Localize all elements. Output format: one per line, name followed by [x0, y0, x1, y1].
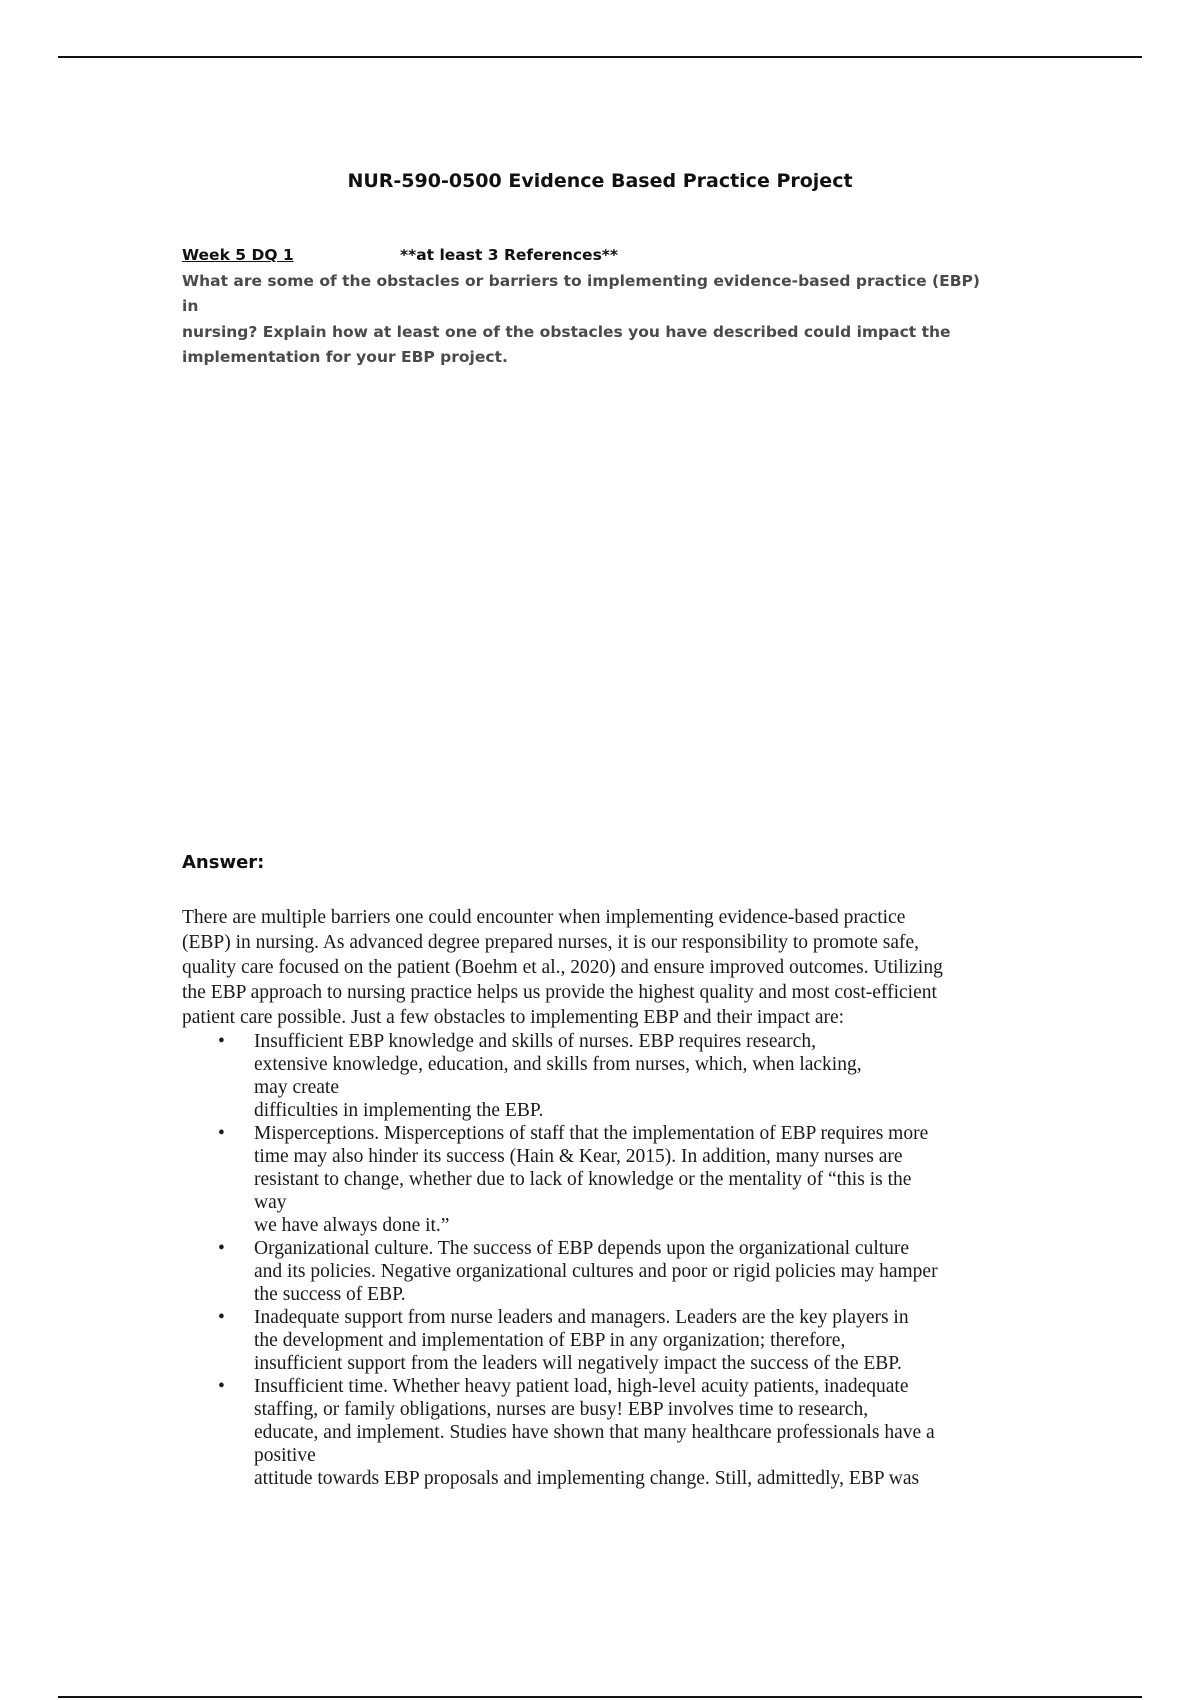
- list-item-line: educate, and implement. Studies have shown that many healthcare professionals have a: [254, 1422, 935, 1443]
- list-item-line: way: [254, 1192, 287, 1213]
- intro-line: the EBP approach to nursing practice helps us provide the highest quality and most cost-efficient: [182, 982, 937, 1003]
- list-item-line: may create: [254, 1077, 339, 1098]
- list-item-line: and its policies. Negative organizational cultures and poor or rigid policies may hamper: [254, 1261, 938, 1282]
- list-item-line: positive: [254, 1445, 316, 1466]
- answer-heading: Answer:: [182, 852, 265, 873]
- list-item-line: extensive knowledge, education, and skills from nurses, which, when lacking,: [254, 1054, 862, 1075]
- bottom-divider: [58, 1696, 1142, 1698]
- discussion-prompt: [182, 243, 982, 371]
- document-title: NUR-590-0500 Evidence Based Practice Project: [347, 170, 853, 192]
- list-item-line: Insufficient time. Whether heavy patient load, high-level acuity patients, inadequate: [254, 1376, 909, 1397]
- question-line: What are some of the obstacles or barriers to implementing evidence-based practice (EBP) in: [182, 271, 980, 315]
- list-item-line: difficulties in implementing the EBP.: [254, 1100, 544, 1121]
- intro-line: patient care possible. Just a few obstacles to implementing EBP and their impact are:: [182, 1007, 845, 1028]
- list-item: [182, 1122, 1057, 1237]
- list-item-line: we have always done it.”: [254, 1215, 450, 1236]
- list-item: [182, 1030, 1057, 1122]
- answer-body: [182, 905, 1057, 1490]
- intro-line: There are multiple barriers one could encounter when implementing evidence-based practice: [182, 907, 906, 928]
- references-note: **at least 3 References**: [400, 246, 619, 264]
- bullet-marker: •: [218, 1031, 225, 1052]
- obstacle-list: [182, 1030, 1057, 1490]
- list-item-line: time may also hinder its success (Hain & Kear, 2015). In addition, many nurses are: [254, 1146, 903, 1167]
- intro-line: quality care focused on the patient (Boehm et al., 2020) and ensure improved outcomes. Utilizing: [182, 957, 943, 978]
- bullet-marker: •: [218, 1238, 225, 1259]
- list-item-line: insufficient support from the leaders will negatively impact the success of the EBP.: [254, 1353, 902, 1374]
- bullet-marker: •: [218, 1376, 225, 1397]
- list-item-line: attitude towards EBP proposals and implementing change. Still, admittedly, EBP was: [254, 1468, 920, 1489]
- list-item-line: staffing, or family obligations, nurses are busy! EBP involves time to research,: [254, 1399, 869, 1420]
- intro-line: (EBP) in nursing. As advanced degree prepared nurses, it is our responsibility to promote safe,: [182, 932, 920, 953]
- list-item-line: the success of EBP.: [254, 1284, 406, 1305]
- list-item: [182, 1375, 1057, 1490]
- list-item-line: Organizational culture. The success of EBP depends upon the organizational culture: [254, 1238, 910, 1259]
- list-item-line: resistant to change, whether due to lack of knowledge or the mentality of “this is the: [254, 1169, 912, 1190]
- list-item-line: Misperceptions. Misperceptions of staff that the implementation of EBP requires more: [254, 1123, 929, 1144]
- list-item: [182, 1237, 1057, 1306]
- list-item-line: the development and implementation of EBP in any organization; therefore,: [254, 1330, 846, 1351]
- bullet-marker: •: [218, 1307, 225, 1328]
- question-line: implementation for your EBP project.: [182, 348, 508, 366]
- bullet-marker: •: [218, 1123, 225, 1144]
- week-label: Week 5 DQ 1: [182, 246, 294, 264]
- intro-paragraph: [182, 905, 1057, 1030]
- question-line: nursing? Explain how at least one of the obstacles you have described could impact the: [182, 322, 951, 341]
- prompt-header: [182, 243, 982, 269]
- list-item: [182, 1306, 1057, 1375]
- list-item-line: Inadequate support from nurse leaders and managers. Leaders are the key players in: [254, 1307, 909, 1328]
- top-divider: [58, 56, 1142, 58]
- list-item-line: Insufficient EBP knowledge and skills of nurses. EBP requires research,: [254, 1031, 816, 1052]
